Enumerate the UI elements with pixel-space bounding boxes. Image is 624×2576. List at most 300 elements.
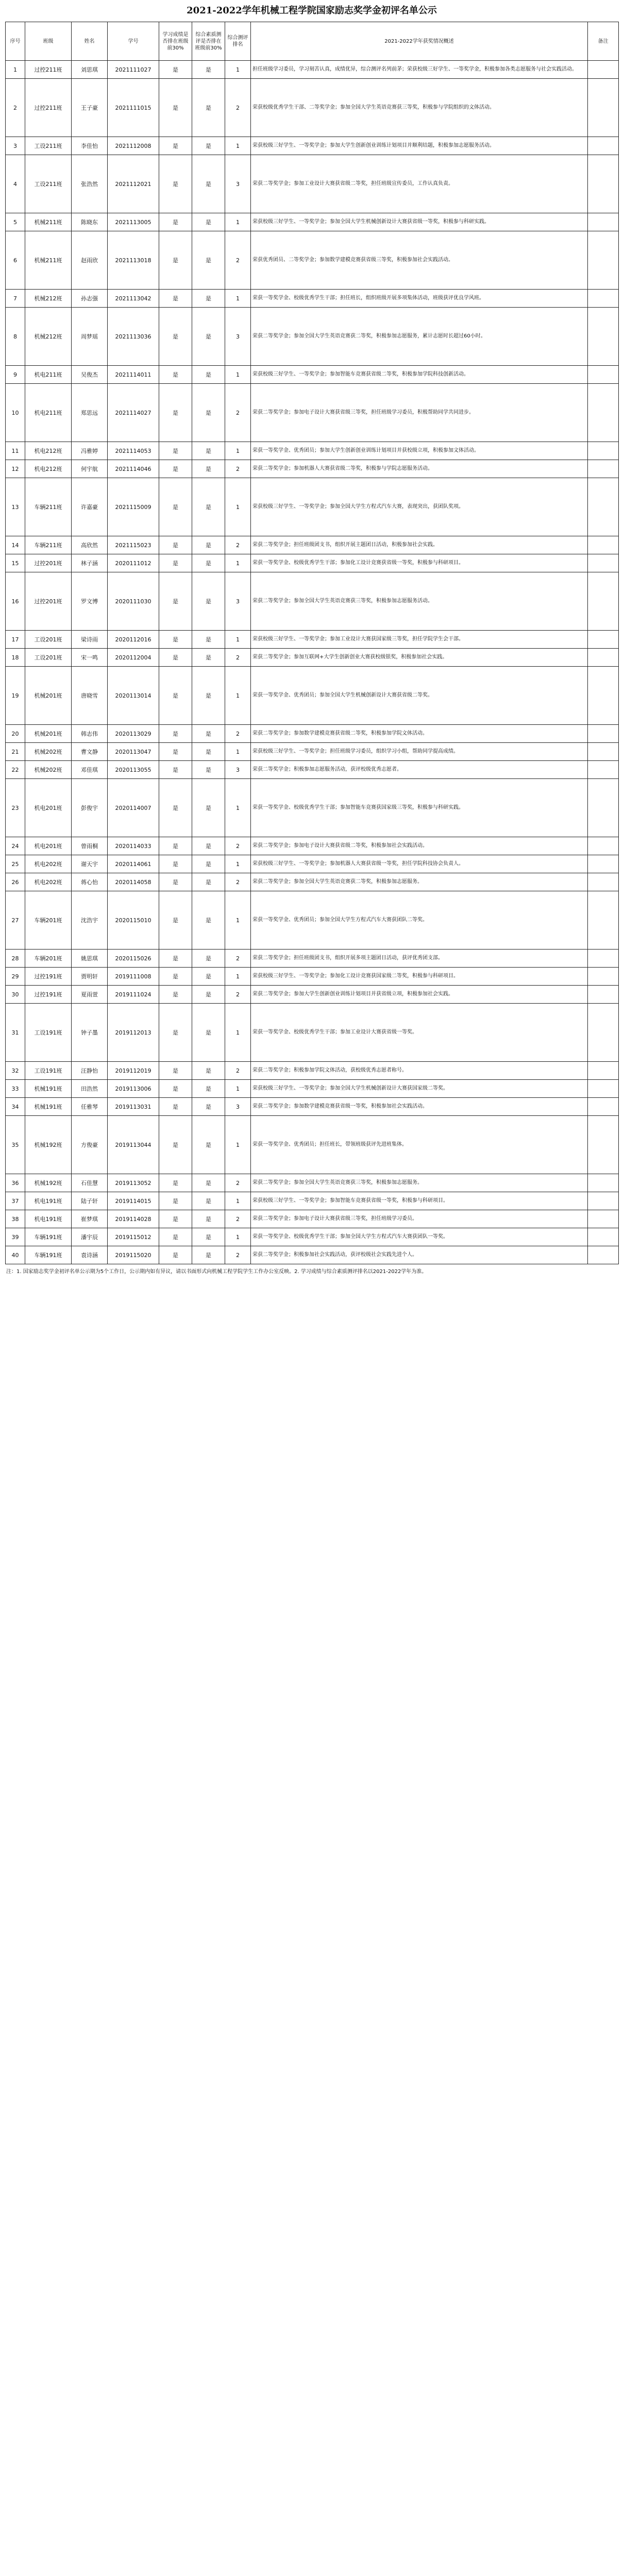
- cell-rank: 2: [225, 536, 251, 554]
- cell-class: 车辆191班: [25, 1246, 72, 1264]
- cell-desc: 荣获二等奖学金；参加全国大学生英语竞赛获二等奖，积极参加志愿服务，累计志愿时长超过60小时。: [251, 308, 588, 366]
- cell-name: 陆子轩: [72, 1192, 108, 1210]
- cell-r2: 是: [192, 554, 225, 572]
- cell-desc: 荣获一等奖学金、校级优秀学生干部；参加智能车竞赛获国家级三等奖，积极参与科研实践。: [251, 779, 588, 837]
- cell-note: [588, 1080, 619, 1098]
- cell-rank: 1: [225, 1080, 251, 1098]
- cell-r1: 是: [159, 1246, 192, 1264]
- cell-r1: 是: [159, 1080, 192, 1098]
- cell-class: 机电201班: [25, 837, 72, 855]
- cell-rank: 1: [225, 1228, 251, 1246]
- cell-no: 24: [6, 837, 25, 855]
- cell-r1: 是: [159, 1116, 192, 1174]
- cell-r1: 是: [159, 950, 192, 968]
- cell-note: [588, 137, 619, 155]
- cell-rank: 2: [225, 1062, 251, 1080]
- cell-r2: 是: [192, 1192, 225, 1210]
- cell-r2: 是: [192, 231, 225, 290]
- cell-r1: 是: [159, 779, 192, 837]
- table-row: [6, 1062, 619, 1080]
- cell-desc: 荣获二等奖学金；积极参加社会实践活动，获评校级社会实践先进个人。: [251, 1246, 588, 1264]
- cell-id: 2021113005: [108, 213, 159, 231]
- cell-r1: 是: [159, 1004, 192, 1062]
- cell-r2: 是: [192, 667, 225, 725]
- cell-class: 机电202班: [25, 873, 72, 891]
- cell-r1: 是: [159, 837, 192, 855]
- cell-class: 车辆201班: [25, 891, 72, 950]
- cell-name: 冯雅婷: [72, 442, 108, 460]
- cell-r1: 是: [159, 1228, 192, 1246]
- cell-no: 23: [6, 779, 25, 837]
- cell-no: 4: [6, 155, 25, 213]
- cell-id: 2020114061: [108, 855, 159, 873]
- cell-name: 崔梦琪: [72, 1210, 108, 1228]
- cell-desc: 荣获二等奖学金；积极参加志愿服务活动，获评校级优秀志愿者。: [251, 761, 588, 779]
- cell-name: 彭俊宇: [72, 779, 108, 837]
- cell-note: [588, 1192, 619, 1210]
- table-row: [6, 986, 619, 1004]
- table-row: [6, 649, 619, 667]
- cell-r1: 是: [159, 442, 192, 460]
- cell-name: 许嘉豪: [72, 478, 108, 536]
- cell-r1: 是: [159, 986, 192, 1004]
- cell-desc: 荣获校级三好学生、一等奖学金；参加大学生创新创业训练计划项目并顺利结题，积极参加志愿服务活动。: [251, 137, 588, 155]
- cell-name: 袁诗涵: [72, 1246, 108, 1264]
- table-row: [6, 79, 619, 137]
- cell-class: 机械212班: [25, 290, 72, 308]
- cell-rank: 1: [225, 779, 251, 837]
- cell-rank: 1: [225, 1192, 251, 1210]
- cell-name: 任雅琴: [72, 1098, 108, 1116]
- cell-note: [588, 1174, 619, 1192]
- cell-no: 28: [6, 950, 25, 968]
- cell-id: 2020115010: [108, 891, 159, 950]
- cell-desc: 荣获一等奖学金、校级优秀学生干部；参加工业设计大赛获省级一等奖。: [251, 1004, 588, 1062]
- cell-id: 2019112013: [108, 1004, 159, 1062]
- cell-note: [588, 290, 619, 308]
- cell-rank: 1: [225, 554, 251, 572]
- cell-rank: 1: [225, 891, 251, 950]
- cell-class: 过控191班: [25, 968, 72, 986]
- table-row: [6, 231, 619, 290]
- cell-rank: 2: [225, 986, 251, 1004]
- cell-no: 3: [6, 137, 25, 155]
- cell-no: 38: [6, 1210, 25, 1228]
- cell-no: 27: [6, 891, 25, 950]
- cell-rank: 2: [225, 1174, 251, 1192]
- cell-r1: 是: [159, 873, 192, 891]
- cell-desc: 荣获二等奖学金；参加电子设计大赛获省级三等奖，担任班级学习委员。: [251, 1210, 588, 1228]
- cell-class: 机械192班: [25, 1116, 72, 1174]
- cell-class: 机电212班: [25, 460, 72, 478]
- cell-r1: 是: [159, 667, 192, 725]
- cell-r1: 是: [159, 649, 192, 667]
- cell-no: 36: [6, 1174, 25, 1192]
- cell-rank: 1: [225, 631, 251, 649]
- cell-r2: 是: [192, 137, 225, 155]
- cell-r1: 是: [159, 79, 192, 137]
- cell-desc: 荣获二等奖学金；参加电子设计大赛获省级二等奖，积极参加社会实践活动。: [251, 837, 588, 855]
- cell-desc: 荣获校级三好学生、一等奖学金；参加全国大学生机械创新设计大赛获国家级二等奖。: [251, 1080, 588, 1098]
- cell-rank: 1: [225, 213, 251, 231]
- cell-r1: 是: [159, 213, 192, 231]
- cell-r2: 是: [192, 968, 225, 986]
- table-row: [6, 366, 619, 384]
- cell-rank: 1: [225, 442, 251, 460]
- cell-note: [588, 536, 619, 554]
- cell-desc: 荣获二等奖学金；参加大学生创新创业训练计划项目并获省级立项，积极参加社会实践。: [251, 986, 588, 1004]
- table-row: [6, 779, 619, 837]
- cell-class: 过控201班: [25, 554, 72, 572]
- cell-r1: 是: [159, 290, 192, 308]
- table-row: [6, 1228, 619, 1246]
- cell-desc: 荣获二等奖学金；参加互联网+大学生创新创业大赛获校级银奖，积极参加社会实践。: [251, 649, 588, 667]
- cell-rank: 2: [225, 231, 251, 290]
- cell-id: 2019115020: [108, 1246, 159, 1264]
- table-row: [6, 743, 619, 761]
- table-row: [6, 572, 619, 631]
- cell-rank: 1: [225, 61, 251, 79]
- cell-note: [588, 79, 619, 137]
- header-cell: 班级: [25, 22, 72, 61]
- cell-desc: 荣获校级三好学生、一等奖学金；参加工业设计大赛获国家级三等奖，担任学院学生会干部。: [251, 631, 588, 649]
- cell-name: 陈晓东: [72, 213, 108, 231]
- cell-r1: 是: [159, 572, 192, 631]
- cell-rank: 2: [225, 460, 251, 478]
- cell-no: 25: [6, 855, 25, 873]
- cell-desc: 担任班级学习委员，学习刻苦认真，成绩优异，综合测评名列前茅；荣获校级三好学生、一等奖学金，积极参加各类志愿服务与社会实践活动。: [251, 61, 588, 79]
- cell-name: 夏雨萱: [72, 986, 108, 1004]
- cell-note: [588, 1228, 619, 1246]
- cell-r1: 是: [159, 968, 192, 986]
- cell-r1: 是: [159, 231, 192, 290]
- cell-name: 方俊豪: [72, 1116, 108, 1174]
- cell-id: 2020112004: [108, 649, 159, 667]
- cell-class: 机电211班: [25, 384, 72, 442]
- cell-name: 吴俊杰: [72, 366, 108, 384]
- cell-no: 12: [6, 460, 25, 478]
- cell-id: 2021113042: [108, 290, 159, 308]
- cell-name: 赵雨欣: [72, 231, 108, 290]
- header-cell: 姓名: [72, 22, 108, 61]
- cell-r1: 是: [159, 1098, 192, 1116]
- cell-r2: 是: [192, 366, 225, 384]
- cell-rank: 3: [225, 1098, 251, 1116]
- cell-id: 2021114027: [108, 384, 159, 442]
- header-cell: 序号: [6, 22, 25, 61]
- cell-desc: 荣获校级三好学生、一等奖学金；担任班级学习委员，组织学习小组，帮助同学提高成绩。: [251, 743, 588, 761]
- table-row: [6, 950, 619, 968]
- cell-rank: 3: [225, 308, 251, 366]
- cell-no: 19: [6, 667, 25, 725]
- cell-name: 曹文静: [72, 743, 108, 761]
- cell-r1: 是: [159, 855, 192, 873]
- cell-r1: 是: [159, 536, 192, 554]
- cell-note: [588, 231, 619, 290]
- table-body: [6, 61, 619, 1264]
- cell-name: 周梦瑶: [72, 308, 108, 366]
- cell-note: [588, 460, 619, 478]
- cell-rank: 2: [225, 725, 251, 743]
- cell-name: 张浩然: [72, 155, 108, 213]
- table-row: [6, 1080, 619, 1098]
- cell-id: 2019113044: [108, 1116, 159, 1174]
- cell-class: 工设211班: [25, 137, 72, 155]
- cell-r2: 是: [192, 1210, 225, 1228]
- cell-r2: 是: [192, 460, 225, 478]
- cell-name: 韩志伟: [72, 725, 108, 743]
- cell-no: 11: [6, 442, 25, 460]
- cell-class: 工设201班: [25, 631, 72, 649]
- cell-note: [588, 1098, 619, 1116]
- cell-name: 石佳慧: [72, 1174, 108, 1192]
- cell-note: [588, 725, 619, 743]
- cell-id: 2021114011: [108, 366, 159, 384]
- cell-no: 29: [6, 968, 25, 986]
- table-row: [6, 873, 619, 891]
- table-row: [6, 1098, 619, 1116]
- cell-no: 9: [6, 366, 25, 384]
- cell-id: 2019113052: [108, 1174, 159, 1192]
- cell-rank: 1: [225, 1004, 251, 1062]
- cell-r2: 是: [192, 61, 225, 79]
- cell-id: 2020115026: [108, 950, 159, 968]
- cell-desc: 荣获二等奖学金；参加全国大学生英语竞赛获三等奖，积极参加志愿服务活动。: [251, 572, 588, 631]
- cell-note: [588, 384, 619, 442]
- cell-note: [588, 743, 619, 761]
- cell-note: [588, 478, 619, 536]
- cell-r2: 是: [192, 79, 225, 137]
- cell-desc: 荣获一等奖学金、校级优秀学生干部；参加化工设计竞赛获省级一等奖，积极参与科研项目。: [251, 554, 588, 572]
- cell-class: 过控201班: [25, 572, 72, 631]
- cell-no: 17: [6, 631, 25, 649]
- cell-note: [588, 1062, 619, 1080]
- cell-no: 6: [6, 231, 25, 290]
- cell-r1: 是: [159, 366, 192, 384]
- cell-id: 2020111012: [108, 554, 159, 572]
- cell-r2: 是: [192, 725, 225, 743]
- cell-name: 蒋心怡: [72, 873, 108, 891]
- cell-class: 机械201班: [25, 667, 72, 725]
- cell-id: 2021111015: [108, 79, 159, 137]
- cell-note: [588, 572, 619, 631]
- cell-id: 2021112021: [108, 155, 159, 213]
- cell-class: 机械202班: [25, 743, 72, 761]
- cell-class: 车辆211班: [25, 536, 72, 554]
- cell-note: [588, 442, 619, 460]
- cell-note: [588, 968, 619, 986]
- cell-class: 机械211班: [25, 213, 72, 231]
- cell-no: 5: [6, 213, 25, 231]
- cell-name: 宋一鸣: [72, 649, 108, 667]
- cell-note: [588, 1210, 619, 1228]
- cell-desc: 荣获校级三好学生、一等奖学金；参加智能车竞赛获省级一等奖，积极参与科研项目。: [251, 1192, 588, 1210]
- cell-class: 工设191班: [25, 1004, 72, 1062]
- cell-r2: 是: [192, 1174, 225, 1192]
- cell-r2: 是: [192, 649, 225, 667]
- cell-no: 8: [6, 308, 25, 366]
- cell-note: [588, 837, 619, 855]
- cell-note: [588, 649, 619, 667]
- cell-note: [588, 308, 619, 366]
- cell-note: [588, 667, 619, 725]
- cell-r1: 是: [159, 478, 192, 536]
- cell-id: 2019114028: [108, 1210, 159, 1228]
- cell-class: 机械211班: [25, 231, 72, 290]
- table-row: [6, 536, 619, 554]
- cell-id: 2020114007: [108, 779, 159, 837]
- cell-note: [588, 213, 619, 231]
- cell-id: 2020113055: [108, 761, 159, 779]
- cell-no: 33: [6, 1080, 25, 1098]
- cell-class: 工设201班: [25, 649, 72, 667]
- cell-no: 39: [6, 1228, 25, 1246]
- cell-note: [588, 873, 619, 891]
- table-row: [6, 1174, 619, 1192]
- cell-no: 13: [6, 478, 25, 536]
- cell-r2: 是: [192, 950, 225, 968]
- cell-r1: 是: [159, 554, 192, 572]
- table-row: [6, 837, 619, 855]
- cell-id: 2021115023: [108, 536, 159, 554]
- cell-note: [588, 631, 619, 649]
- cell-no: 31: [6, 1004, 25, 1062]
- cell-name: 李佳怡: [72, 137, 108, 155]
- table-row: [6, 308, 619, 366]
- cell-id: 2020114033: [108, 837, 159, 855]
- cell-r2: 是: [192, 761, 225, 779]
- table-header-row: [6, 22, 619, 61]
- cell-desc: 荣获一等奖学金、优秀团员；担任班长，带领班级获评先进班集体。: [251, 1116, 588, 1174]
- cell-r2: 是: [192, 873, 225, 891]
- cell-class: 机电191班: [25, 1192, 72, 1210]
- cell-id: 2020114058: [108, 873, 159, 891]
- cell-note: [588, 1246, 619, 1264]
- cell-class: 机电201班: [25, 779, 72, 837]
- cell-id: 2021113036: [108, 308, 159, 366]
- cell-no: 32: [6, 1062, 25, 1080]
- cell-name: 曾雨桐: [72, 837, 108, 855]
- cell-r2: 是: [192, 572, 225, 631]
- cell-rank: 1: [225, 667, 251, 725]
- cell-class: 车辆191班: [25, 1228, 72, 1246]
- cell-r1: 是: [159, 1062, 192, 1080]
- cell-note: [588, 61, 619, 79]
- cell-r2: 是: [192, 891, 225, 950]
- cell-r2: 是: [192, 384, 225, 442]
- cell-desc: 荣获校级三好学生、一等奖学金；参加全国大学生机械创新设计大赛获省级一等奖，积极参与科研实践。: [251, 213, 588, 231]
- cell-r1: 是: [159, 631, 192, 649]
- cell-no: 34: [6, 1098, 25, 1116]
- cell-desc: 荣获二等奖学金；参加数学建模竞赛获省级二等奖，积极参加学院文体活动。: [251, 725, 588, 743]
- cell-no: 16: [6, 572, 25, 631]
- header-cell: 学号: [108, 22, 159, 61]
- cell-name: 沈浩宇: [72, 891, 108, 950]
- cell-name: 何宇航: [72, 460, 108, 478]
- cell-no: 2: [6, 79, 25, 137]
- cell-note: [588, 891, 619, 950]
- cell-rank: 3: [225, 761, 251, 779]
- cell-note: [588, 1004, 619, 1062]
- cell-desc: 荣获二等奖学金；积极参加学院文体活动，获校级优秀志愿者称号。: [251, 1062, 588, 1080]
- cell-desc: 荣获一等奖学金、校级优秀学生干部；参加全国大学生方程式汽车大赛获团队一等奖。: [251, 1228, 588, 1246]
- cell-r1: 是: [159, 155, 192, 213]
- cell-r2: 是: [192, 213, 225, 231]
- cell-desc: 荣获校级三好学生、一等奖学金；参加全国大学生方程式汽车大赛，表现突出，获团队奖项。: [251, 478, 588, 536]
- cell-no: 35: [6, 1116, 25, 1174]
- cell-r1: 是: [159, 1192, 192, 1210]
- cell-note: [588, 155, 619, 213]
- cell-desc: 荣获二等奖学金；担任班级团支书，组织开展主题团日活动，积极参加社会实践。: [251, 536, 588, 554]
- table-row: [6, 460, 619, 478]
- nominee-table: [5, 22, 619, 1264]
- header-cell: 备注: [588, 22, 619, 61]
- cell-name: 钟子墨: [72, 1004, 108, 1062]
- cell-note: [588, 950, 619, 968]
- cell-no: 18: [6, 649, 25, 667]
- cell-id: 2021114046: [108, 460, 159, 478]
- cell-rank: 2: [225, 873, 251, 891]
- cell-class: 机械212班: [25, 308, 72, 366]
- header-cell: 综合素质测评是否排在班级前30%: [192, 22, 225, 61]
- cell-r2: 是: [192, 631, 225, 649]
- table-row: [6, 855, 619, 873]
- cell-r2: 是: [192, 743, 225, 761]
- cell-r1: 是: [159, 891, 192, 950]
- cell-r1: 是: [159, 743, 192, 761]
- cell-class: 工设191班: [25, 1062, 72, 1080]
- table-row: [6, 384, 619, 442]
- table-row: [6, 631, 619, 649]
- cell-class: 机电212班: [25, 442, 72, 460]
- cell-id: 2019113031: [108, 1098, 159, 1116]
- cell-r2: 是: [192, 779, 225, 837]
- table-row: [6, 61, 619, 79]
- table-row: [6, 1246, 619, 1264]
- cell-rank: 2: [225, 837, 251, 855]
- cell-rank: 2: [225, 950, 251, 968]
- cell-desc: 荣获校级三好学生、一等奖学金；参加智能车竞赛获省级二等奖，积极参加学院科技创新活动。: [251, 366, 588, 384]
- cell-r2: 是: [192, 478, 225, 536]
- cell-r1: 是: [159, 460, 192, 478]
- cell-r1: 是: [159, 1210, 192, 1228]
- cell-class: 机械202班: [25, 761, 72, 779]
- cell-no: 37: [6, 1192, 25, 1210]
- cell-r1: 是: [159, 1174, 192, 1192]
- table-row: [6, 1004, 619, 1062]
- document: [5, 0, 618, 1280]
- cell-name: 王子豪: [72, 79, 108, 137]
- cell-desc: 荣获二等奖学金；参加数学建模竞赛获省级一等奖，积极参加社会实践活动。: [251, 1098, 588, 1116]
- cell-no: 15: [6, 554, 25, 572]
- cell-name: 梁诗雨: [72, 631, 108, 649]
- cell-r2: 是: [192, 1228, 225, 1246]
- cell-id: 2020113029: [108, 725, 159, 743]
- cell-desc: 荣获校级三好学生、一等奖学金；参加化工设计竞赛获国家级二等奖，积极参与科研项目。: [251, 968, 588, 986]
- cell-name: 贾明轩: [72, 968, 108, 986]
- cell-desc: 荣获一等奖学金、校级优秀学生干部；担任班长，组织班级开展多项集体活动，班级获评优良学风班。: [251, 290, 588, 308]
- cell-id: 2020112016: [108, 631, 159, 649]
- cell-desc: 荣获二等奖学金；担任班级团支书，组织开展多项主题团日活动，获评优秀团支部。: [251, 950, 588, 968]
- cell-r2: 是: [192, 1098, 225, 1116]
- cell-note: [588, 366, 619, 384]
- cell-rank: 1: [225, 968, 251, 986]
- cell-r1: 是: [159, 137, 192, 155]
- cell-no: 22: [6, 761, 25, 779]
- cell-r2: 是: [192, 855, 225, 873]
- cell-class: 机电211班: [25, 366, 72, 384]
- cell-rank: 3: [225, 572, 251, 631]
